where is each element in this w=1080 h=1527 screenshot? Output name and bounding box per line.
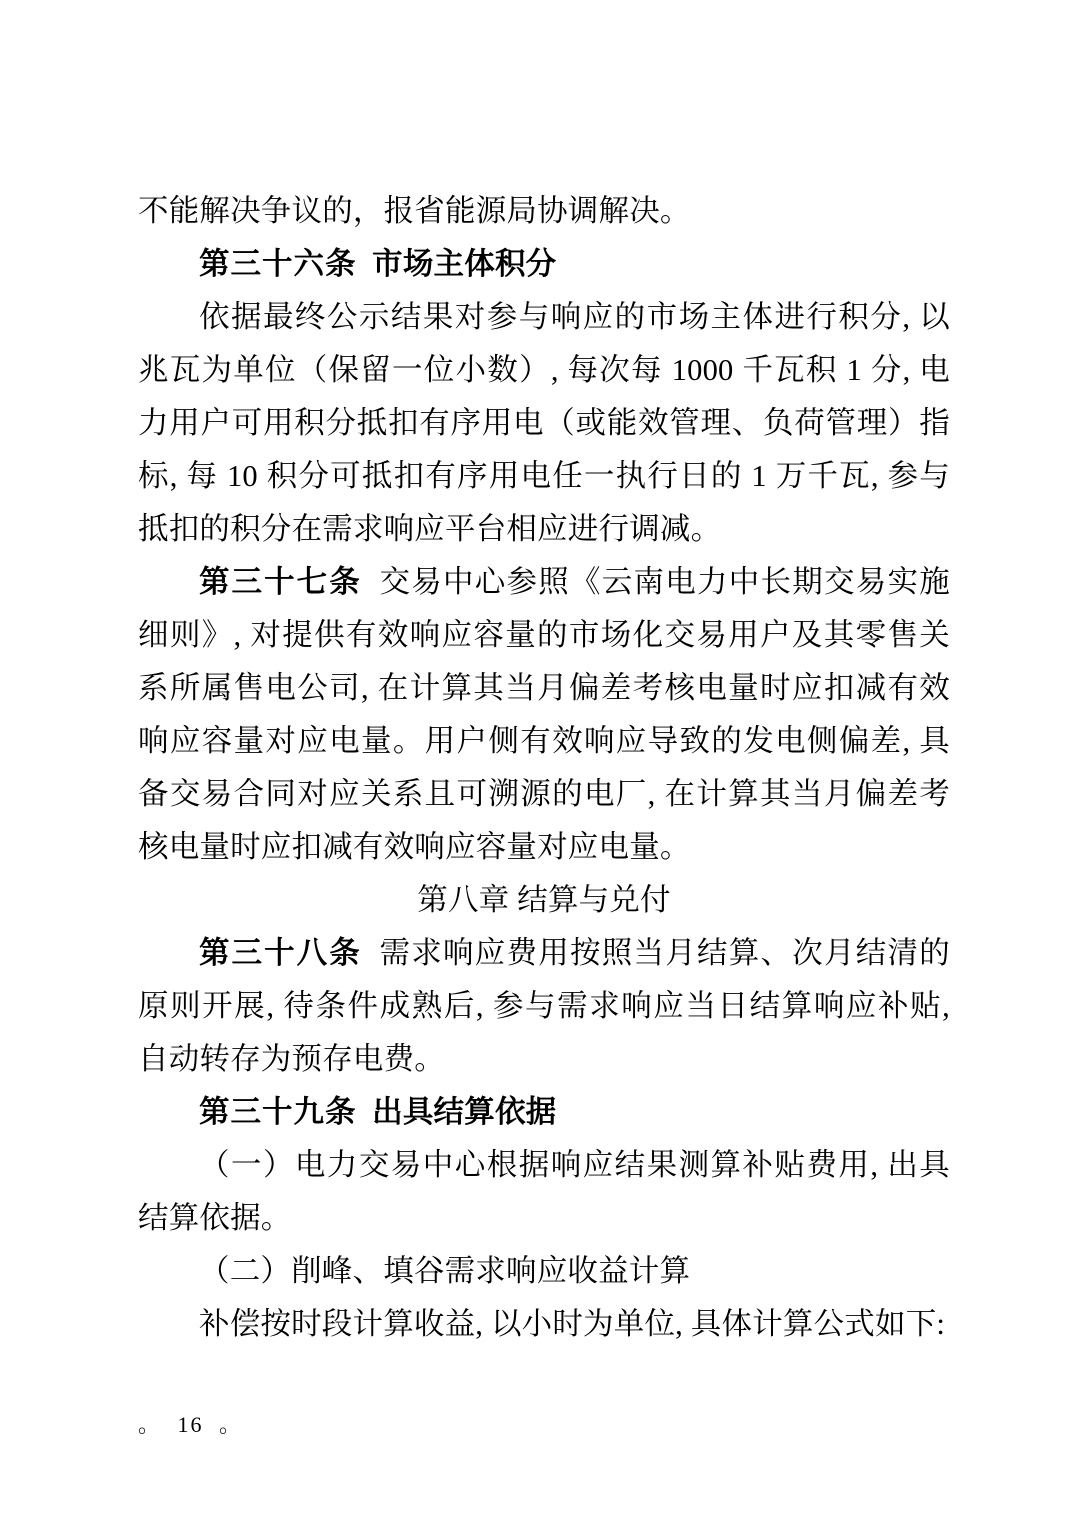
compensation-note: 补偿按时段计算收益, 以小时为单位, 具体计算公式如下: (199, 1307, 946, 1341)
article-36-heading: 第三十六条 (199, 247, 357, 281)
article-38-body: 需求响应费用按照当月结算、次月结清的原则开展, 待条件成熟后, 参与需求响应当日结算响应补贴, 自动转存为预存电费。 (138, 936, 951, 1076)
clause-two: （二）削峰、填谷需求响应收益计算 (199, 1254, 691, 1288)
page-footer (138, 1408, 950, 1439)
page-body (138, 185, 950, 1351)
footer-mark-left: 。 (138, 1412, 163, 1437)
clause-one: （一）电力交易中心根据响应结果测算补贴费用, 出具结算依据。 (138, 1148, 950, 1235)
article-36-body: 依据最终公示结果对参与响应的市场主体进行积分, 以兆瓦为单位（保留一位小数）, 每次每 1000 千瓦积 1 分, 电力用户可用积分抵扣有序用电（或能效管理、负荷管理）指标, 每 10 积分可抵扣有序用电任一执行日的 1 万千瓦, 参与抵扣的积分在需求响应平台相应进行调减。 (138, 300, 950, 546)
article-39 (138, 1086, 950, 1139)
article-36 (138, 238, 950, 291)
article-39-title: 出具结算依据 (372, 1095, 557, 1129)
article-37 (138, 556, 950, 874)
article-38 (138, 927, 950, 1086)
article-36-title: 市场主体积分 (372, 247, 557, 281)
article-37-body: 交易中心参照《云南电力中长期交易实施细则》, 对提供有效响应容量的市场化交易用户及其零售关系所属售电公司, 在计算其当月偏差考核电量时应扣减有效响应容量对应电量。用户侧有效响应导致的发电侧偏差, 具备交易合同对应关系且可溯源的电厂, 在计算其当月偏差考核电量时应扣减有效响应容量对应电量。 (138, 565, 951, 864)
article-39-heading: 第三十九条 (199, 1095, 357, 1129)
paragraph-intro: 不能解决争议的，报省能源局协调解决。 (138, 194, 691, 228)
page-number: 16 (177, 1412, 204, 1437)
footer-mark-right: 。 (219, 1412, 244, 1437)
article-38-heading: 第三十八条 (199, 936, 362, 970)
article-37-heading: 第三十七条 (199, 565, 362, 599)
chapter-8-heading: 第八章 结算与兑付 (417, 883, 671, 917)
